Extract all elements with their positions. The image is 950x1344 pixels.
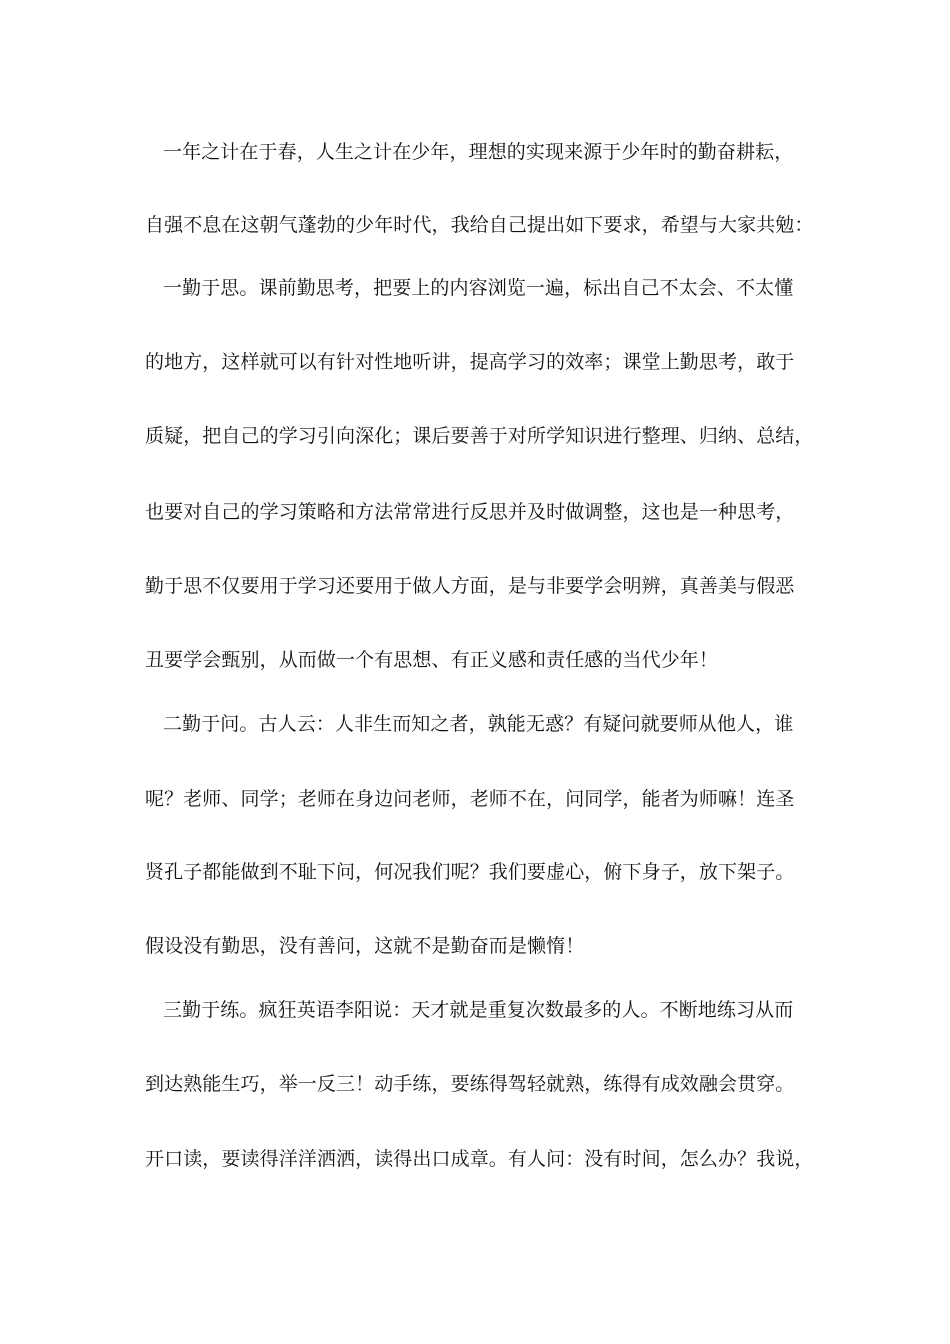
paragraph-line: 二勤于问。古人云：人非生而知之者，孰能无惑？有疑问就要师从他人，谁 <box>163 713 794 735</box>
paragraph-line: 开口读，要读得洋洋洒洒，读得出口成章。有人问：没有时间，怎么办？我说， <box>145 1148 814 1170</box>
paragraph-line: 勤于思不仅要用于学习还要用于做人方面，是与非要学会明辨，真善美与假恶 <box>145 575 795 597</box>
paragraph-line: 的地方，这样就可以有针对性地听讲，提高学习的效率；课堂上勤思考，敢于 <box>145 351 795 373</box>
paragraph-line: 质疑，把自己的学习引向深化；课后要善于对所学知识进行整理、归纳、总结， <box>145 425 814 447</box>
paragraph-line: 也要对自己的学习策略和方法常常进行反思并及时做调整，这也是一种思考， <box>145 501 795 523</box>
paragraph-line: 到达熟能生巧，举一反三！动手练，要练得驾轻就熟，练得有成效融会贯穿。 <box>145 1073 795 1095</box>
paragraph-line: 三勤于练。疯狂英语李阳说：天才就是重复次数最多的人。不断地练习从而 <box>163 999 794 1021</box>
paragraph-line: 自强不息在这朝气蓬勃的少年时代，我给自己提出如下要求，希望与大家共勉： <box>145 214 814 236</box>
paragraph-line: 丑要学会甄别，从而做一个有思想、有正义感和责任感的当代少年！ <box>145 649 719 671</box>
paragraph-line: 假设没有勤思，没有善问，这就不是勤奋而是懒惰！ <box>145 935 585 957</box>
paragraph-line: 贤孔子都能做到不耻下问，何况我们呢？我们要虚心，俯下身子，放下架子。 <box>145 861 795 883</box>
paragraph-line: 一年之计在于春，人生之计在少年，理想的实现来源于少年时的勤奋耕耘， <box>163 141 794 163</box>
paragraph-line: 一勤于思。课前勤思考，把要上的内容浏览一遍，标出自己不太会、不太懂 <box>163 277 794 299</box>
paragraph-line: 呢？老师、同学；老师在身边问老师，老师不在，问同学，能者为师嘛！连圣 <box>145 788 795 810</box>
